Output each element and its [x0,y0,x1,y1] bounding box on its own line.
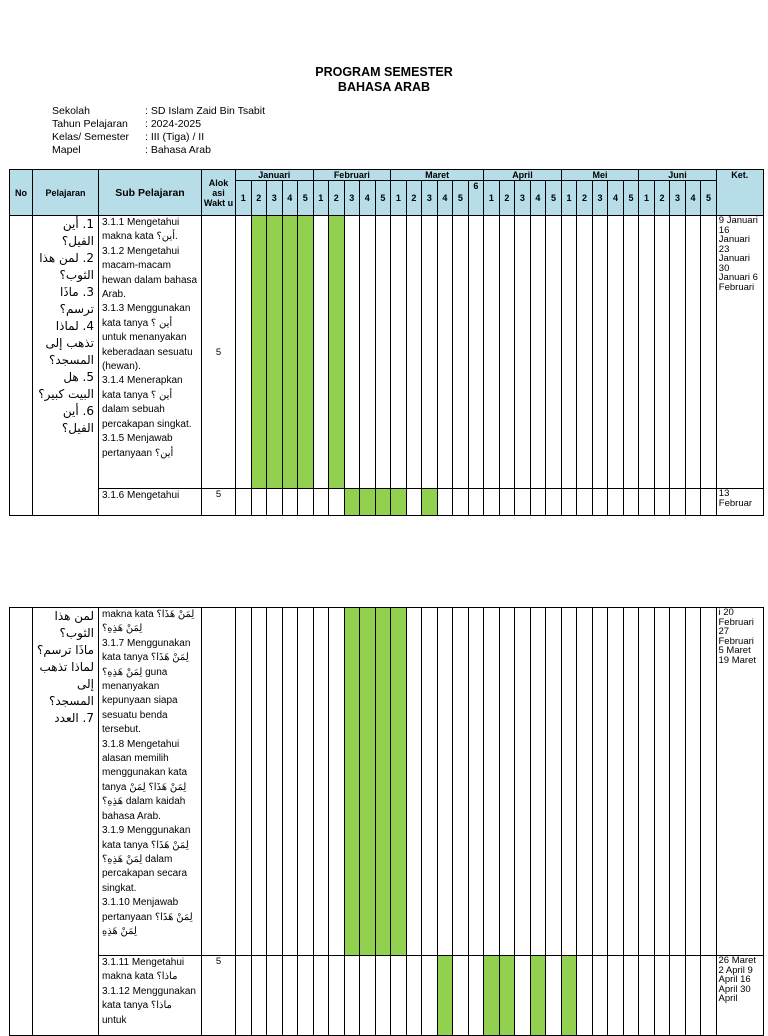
alokasi-waktu: 5 [202,956,236,1036]
week-cell [561,608,577,956]
header-week: 4 [608,181,624,216]
week-cell [546,608,562,956]
week-cell [329,489,345,516]
header-week: 1 [561,181,577,216]
week-cell [592,216,608,489]
school-info [52,105,265,157]
header-month: Mei [561,170,639,181]
week-cell [592,608,608,956]
week-cell [251,216,267,489]
info-value: : Bahasa Arab [145,144,211,156]
header-sub-pelajaran: Sub Pelajaran [99,170,202,216]
week-cell [577,608,593,956]
week-cell [251,608,267,956]
week-cell [701,489,717,516]
keterangan-dates: 26 Maret 2 April 9 April 16 April 30 April [716,956,763,1036]
week-cell [468,216,484,489]
week-cell [344,216,360,489]
keterangan-dates: 9 Januari 16 Januari 23 Januari 30 Januari 6 Februari [716,216,763,489]
week-cell [406,216,422,489]
alokasi-waktu [202,608,236,956]
week-cell [546,489,562,516]
week-cell [654,216,670,489]
week-cell [685,216,701,489]
header-week: 5 [546,181,562,216]
header-week: 3 [592,181,608,216]
header-week: 5 [375,181,391,216]
week-cell [313,489,329,516]
header-pelajaran: Pelajaran [33,170,99,216]
week-cell [298,608,314,956]
table-row [10,216,764,489]
week-cell [654,608,670,956]
header-week: 5 [623,181,639,216]
info-label: Mapel [52,144,81,156]
alokasi-waktu: 5 [202,489,236,516]
sub-pelajaran: 3.1.11 Mengetahui makna kata ماذا؟ 3.1.12 Menggunakan kata tanya ماذا؟ untuk [99,956,202,1036]
table-row [10,608,764,956]
week-cell [267,608,283,956]
header-week: 2 [406,181,422,216]
header-week: 4 [530,181,546,216]
week-cell [437,489,453,516]
week-cell [344,608,360,956]
week-cell [282,489,298,516]
week-cell [375,608,391,956]
week-cell [608,216,624,489]
week-cell [670,216,686,489]
header-week: 3 [344,181,360,216]
week-cell [561,489,577,516]
header-keterangan: Ket. [716,170,763,216]
week-cell [546,216,562,489]
header-week: 2 [329,181,345,216]
header-week: 5 [453,181,469,216]
row-no [10,216,33,516]
week-cell [267,489,283,516]
week-cell [437,216,453,489]
week-cell [639,608,655,956]
info-label: Sekolah [52,105,90,117]
header-week: 1 [484,181,500,216]
week-cell [282,216,298,489]
week-cell [530,489,546,516]
header-alokasi-waktu: Alok asi Wakt u [202,170,236,216]
week-cell [453,216,469,489]
header-week: 4 [360,181,376,216]
week-cell [406,608,422,956]
header-month: Februari [313,170,391,181]
header-week: 1 [639,181,655,216]
week-cell [654,489,670,516]
week-cell [639,216,655,489]
week-cell [530,216,546,489]
header-week: 4 [282,181,298,216]
week-cell [685,608,701,956]
info-label: Kelas/ Semester [52,131,130,143]
week-cell [329,216,345,489]
sub-pelajaran: 3.1.1 Mengetahui makna kata أين؟. 3.1.2 Mengetahui macam-macam hewan dalam bahasa Arab. 3.1.3 Menggunakan kata tanya أين ؟ untuk menanyakan keberadaan sesuatu (hewan). 3.1.4 Menerapkan kata tanya أين ؟ dalam sebuah percakapan singkat. 3.1.5 Menjawab pertanyaan أين؟ [99,216,202,489]
header-week: 2 [654,181,670,216]
week-cell [561,216,577,489]
sub-pelajaran: 3.1.6 Mengetahui [99,489,202,516]
week-cell [515,216,531,489]
week-cell [360,608,376,956]
week-cell [298,489,314,516]
week-cell [360,216,376,489]
week-cell [670,608,686,956]
week-cell [468,489,484,516]
week-cell [391,489,407,516]
week-cell [375,489,391,516]
week-cell [344,489,360,516]
week-cell [577,489,593,516]
week-cell [236,489,252,516]
week-cell [484,608,500,956]
week-cell [484,489,500,516]
week-cell [251,489,267,516]
keterangan-dates: 13 Februar [716,489,763,516]
header-week: 2 [499,181,515,216]
header-month: Januari [236,170,314,181]
week-cell [236,216,252,489]
week-cell [530,608,546,956]
document-subtitle: BAHASA ARAB [337,80,431,94]
header-week: 1 [236,181,252,216]
week-cell [484,216,500,489]
header-week: 5 [701,181,717,216]
header-week: 2 [577,181,593,216]
header-week: 2 [251,181,267,216]
week-cell [329,608,345,956]
week-cell [282,608,298,956]
week-cell [313,216,329,489]
semester-table-part-2 [9,607,764,1036]
week-cell [422,489,438,516]
week-cell [515,489,531,516]
header-month: Maret [391,170,484,181]
header-month: April [484,170,562,181]
week-cell [406,489,422,516]
week-cell [670,489,686,516]
header-week: 1 [313,181,329,216]
week-cell [453,489,469,516]
week-cell [375,216,391,489]
pelajaran-list: 1. أين الفيل؟ 2. لمن هذا الثوب؟ 3. ماذَا ترسم؟ 4. لماذا تذهب إلى المسجد؟ 5. هل البيت كبير؟ 6. أين الفيل؟ [33,216,99,516]
week-cell [623,608,639,956]
header-month: Juni [639,170,717,181]
week-cell [499,608,515,956]
pelajaran-list: لمن هذا الثوب؟ ماذَا ترسم؟ لماذا تذهب إلى المسجد؟ 7. العدد [33,608,99,1036]
document-title: PROGRAM SEMESTER [315,65,453,79]
week-cell [453,608,469,956]
week-cell [685,489,701,516]
semester-table-part-1 [9,169,764,516]
week-cell [236,608,252,956]
week-cell [639,489,655,516]
week-cell [267,216,283,489]
week-cell [608,489,624,516]
info-value: : 2024-2025 [145,118,202,130]
week-cell [422,216,438,489]
header-week: 3 [670,181,686,216]
sub-pelajaran: makna kata لِمَنْ هَذَا؟ لِمَنْ هَذِهِ؟ 3.1.7 Menggunakan kata tanya لِمَنْ هَذَا؟ لِمَنْ هَذِهِ؟ guna menanyakan kepunyaan siapa sesuatu benda tersebut. 3.1.8 Mengetahui alasan memilih menggunakan kata tanya لِمَنْ هَذَا؟ لِمَنْ هَذِهِ؟ dalam kaidah bahasa Arab. 3.1.9 Menggunakan kata tanya لِمَنْ هَذَا؟ لِمَنْ هَذِهِ؟ dalam percakapan secara singkat. 3.1.10 Menjawab pertanyaan لِمَنْ هَذَا؟ لِمَنْ هَذِهِ [99,608,202,956]
week-cell [391,608,407,956]
week-cell [360,489,376,516]
week-cell [701,216,717,489]
keterangan-dates: i 20 Februari 27 Februari 5 Maret 19 Maret [716,608,763,956]
info-value: : SD Islam Zaid Bin Tsabit [145,105,266,117]
header-row-months [10,170,764,181]
week-cell [577,216,593,489]
week-cell [623,489,639,516]
header-week: 6 [468,181,484,216]
info-value: : III (Tiga) / II [145,131,205,143]
header-week: 3 [515,181,531,216]
table-row [10,489,764,516]
week-cell [499,489,515,516]
header-week: 4 [685,181,701,216]
week-cell [499,216,515,489]
row-no [10,608,33,1036]
week-cell [298,216,314,489]
info-label: Tahun Pelajaran [52,118,128,130]
week-cell [313,608,329,956]
week-cell [623,216,639,489]
header-week: 3 [267,181,283,216]
alokasi-waktu: 5 [202,216,236,489]
header-week: 4 [437,181,453,216]
week-cell [437,608,453,956]
week-cell [701,608,717,956]
header-no: No [10,170,33,216]
week-cell [592,489,608,516]
header-week: 1 [391,181,407,216]
week-cell [422,608,438,956]
week-cell [468,608,484,956]
week-cell [608,608,624,956]
header-week: 3 [422,181,438,216]
week-cell [391,216,407,489]
week-cell [515,608,531,956]
header-week: 5 [298,181,314,216]
